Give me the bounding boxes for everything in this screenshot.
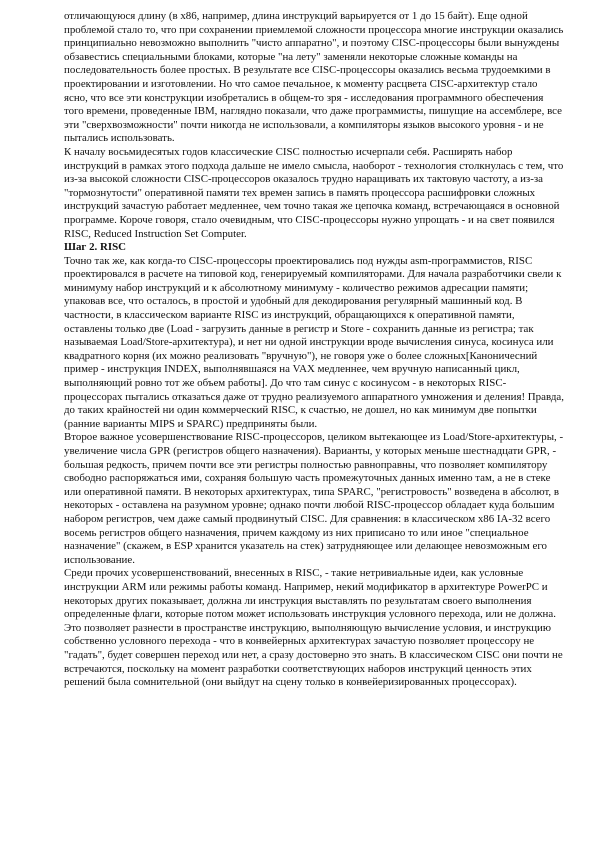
document-page bbox=[64, 10, 564, 690]
paragraph-risc-improvements: Среди прочих усовершенствований, внесенных в RISC, - такие нетривиальные идеи, как условные инструкции ARM или режимы работы команд. Например, некий модификатор в архитектуре PowerPC и некоторых других показывает, должна ли инструкция выставлять по результатам своего выполнения определенные флаги, которые потом может использовать инструкция условного перехода, или не должна. Это позволяет разнести в пространстве инструкцию, выполняющую вычисление условия, и инструкцию собственно условного перехода - что в конвейерных архитектурах зачастую позволяет процессору не "гадать", будет совершен переход или нет, а сразу достоверно это знать. В классическом CISC они почти не встречаются, поскольку на момент разработки соответствующих наборов инструкций ценность этих решений была сомнительной (они выйдут на сцену только в конвейеризированных процессорах). bbox=[64, 567, 563, 689]
paragraph-risc-design: Точно так же, как когда-то CISC-процессоры проектировались под нужды asm-программистов, RISC проектировался в расчете на типовой код, генерируемый компиляторами. Для начала разработчики свели к минимуму набор инструкций и к абсолютному минимуму - количество режимов адресации памяти; упаковав все, что осталось, в простой и удобный для декодирования регулярный машинный код. В частности, в классическом варианте RISC из инструкций, обращающихся к оперативной памяти, оставлены только две (Load - загрузить данные в регистр и Store - сохранить данные из регистра; так называемая Load/Store-архитектура), и нет ни одной инструкции вроде вычисления синуса, косинуса или квадратного корня (их можно реализовать "вручную"), не говоря уже о более сложных[Каноничесний пример - инструкция INDEX, выполнявшаяся на VAX медленнее, чем вручную написанный цикл, выполняющий ровно тот же объем работы]. До что там синус с косинусом - в некоторых RISC-процессорах пытались отказаться даже от трудно реализуемого аппаратного умножения и деления! Правда, до таких крайностей ни один коммерческий RISC, к счастью, не дошел, но как минимум две попытки (ранние варианты MIPS и SPARC) предприняты были. bbox=[64, 254, 564, 430]
paragraph-cisc-complexity: отличающуюся длину (в x86, например, длина инструкций варьируется от 1 до 15 байт). Еще одной проблемой стало то, что при сохранении приемлемой сложности процессора многие инструкции оказались принципиально невозможно выполнить "чисто аппаратно", и поэтому CISC-процессоры были вынуждены обзавестись специальными блоками, которые "на лету" заменяли некоторые сложные команды на последовательность более простых. В результате все CISC-процессоры оказались весьма трудоемкими в проектировании и изготовлении. Но что самое печальное, к моменту расцвета CISC-архитектур стало ясно, что все эти конструкции изобретались в общем-то зря - исследования программного обеспечения того времени, проведенные IBM, наглядно показали, что даже программисты, пишущие на ассемблере, все эти "сверхвозможности" почти никогда не использовали, а компиляторы языков высокого уровня - и не пытались использовать. bbox=[64, 10, 564, 145]
paragraph-cisc-exhausted: К началу восьмидесятых годов классические CISC полностью исчерпали себя. Расширять набор инструкций в рамках этого подхода дальше не имело смысла, наоборот - технология столкнулась с тем, что из-за высокой сложности CISC-процессоров оказалось трудно наращивать их тактовую частоту, а из-за "тормознутости" оперативной памяти тех времен запись в память процессора расшифровки сложных инструкций зачастую работает медленнее, чем точно такая же цепочка команд, встречающаяся в основной программе. Короче говоря, стало очевидным, что CISC-процессоры нужно упрощать - и на свет появился RISC, Reduced Instruction Set Computer. bbox=[64, 145, 564, 240]
paragraph-risc-registers: Второе важное усовершенствование RISC-процессоров, целиком вытекающее из Load/Store-архитектуры, - увеличение числа GPR (регистров общего назначения). Варианты, у которых меньше шестнадцати GPR, - большая редкость, причем почти все эти регистры полностью равноправны, что позволяет компилятору свободно распоряжаться ими, сохраняя большую часть промежуточных данных именно там, а не в стеке или оперативной памяти. В некоторых архитектурах, типа SPARC, "регистровость" возведена в абсолют, в некоторых - оставлена на разумном уровне; однако почти любой RISC-процессор обладает куда большим набором регистров, чем даже самый продвинутый CISC. Для сравнения: в классическом x86 IA-32 всего восемь регистров общего назначения, причем каждому из них приписано то или иное "специальное назначение" (скажем, в ESP хранится указатель на стек) затрудняющее или делающее невозможным его использование. bbox=[64, 431, 564, 566]
section-heading-risc: Шаг 2. RISC bbox=[64, 241, 126, 254]
